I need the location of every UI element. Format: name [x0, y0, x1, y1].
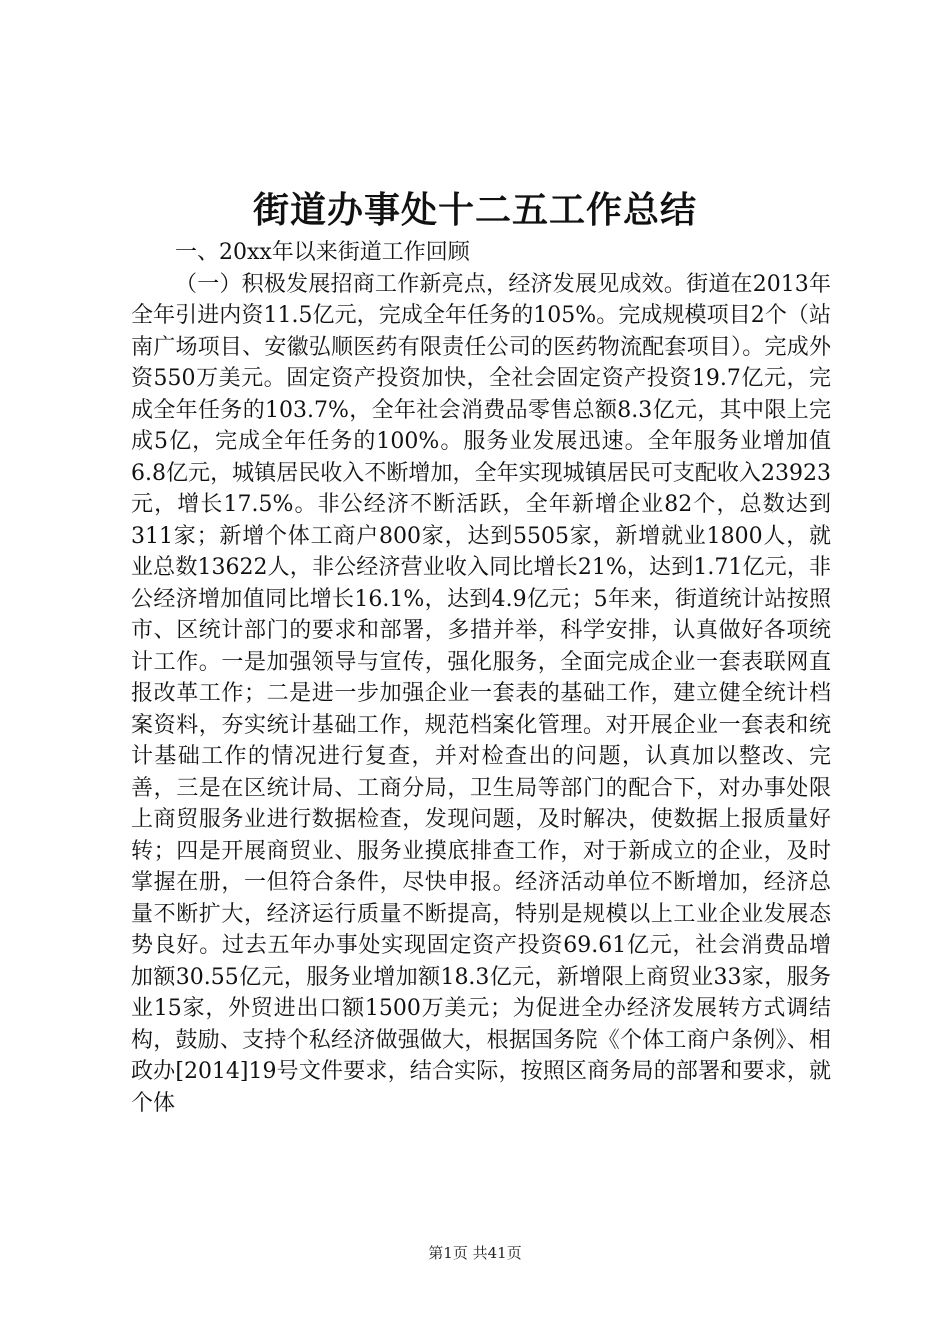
- page-number-footer: 第1页 共41页: [428, 1244, 522, 1262]
- document-title: 街道办事处十二五工作总结: [252, 189, 697, 231]
- document-body: [131, 237, 831, 1119]
- body-paragraph: （一）积极发展招商工作新亮点，经济发展见成效。街道在2013年全年引进内资11.5亿元，完成全年任务的105%。完成规模项目2个（站南广场项目、安徽弘顺医药有限责任公司的医药物流配套项目）。完成外资550万美元。固定资产投资加快，全社会固定资产投资19.7亿元，完成全年任务的103.7%，全年社会消费品零售总额8.3亿元，其中限上完成5亿，完成全年任务的100%。服务业发展迅速。全年服务业增加值6.8亿元，城镇居民收入不断增加，全年实现城镇居民可支配收入23923元，增长17.5%。非公经济不断活跃，全年新增企业82个，总数达到311家；新增个体工商户800家，达到5505家，新增就业1800人，就业总数13622人，非公经济营业收入同比增长21%，达到1.71亿元，非公经济增加值同比增长16.1%，达到4.9亿元；5年来，街道统计站按照市、区统计部门的要求和部署，多措并举，科学安排，认真做好各项统计工作。一是加强领导与宣传，强化服务，全面完成企业一套表联网直报改革工作；二是进一步加强企业一套表的基础工作，建立健全统计档案资料，夯实统计基础工作，规范档案化管理。对开展企业一套表和统计基础工作的情况进行复查，并对检查出的问题，认真加以整改、完善，三是在区统计局、工商分局，卫生局等部门的配合下，对办事处限上商贸服务业进行数据检查，发现问题，及时解决，使数据上报质量好转；四是开展商贸业、服务业摸底排查工作，对于新成立的企业，及时掌握在册，一但符合条件，尽快申报。经济活动单位不断增加，经济总量不断扩大，经济运行质量不断提高，特别是规模以上工业企业发展态势良好。过去五年办事处实现固定资产投资69.61亿元，社会消费品增加额30.55亿元，服务业增加额18.3亿元，新增限上商贸业33家，服务业15家，外贸进出口额1500万美元；为促进全办经济发展转方式调结构，鼓励、支持个私经济做强做大，根据国务院《个体工商户条例》、相政办[2014]19号文件要求，结合实际，按照区商务局的部署和要求，就个体: [131, 271, 832, 1116]
- section-heading: 一、20xx年以来街道工作回顾: [175, 240, 470, 265]
